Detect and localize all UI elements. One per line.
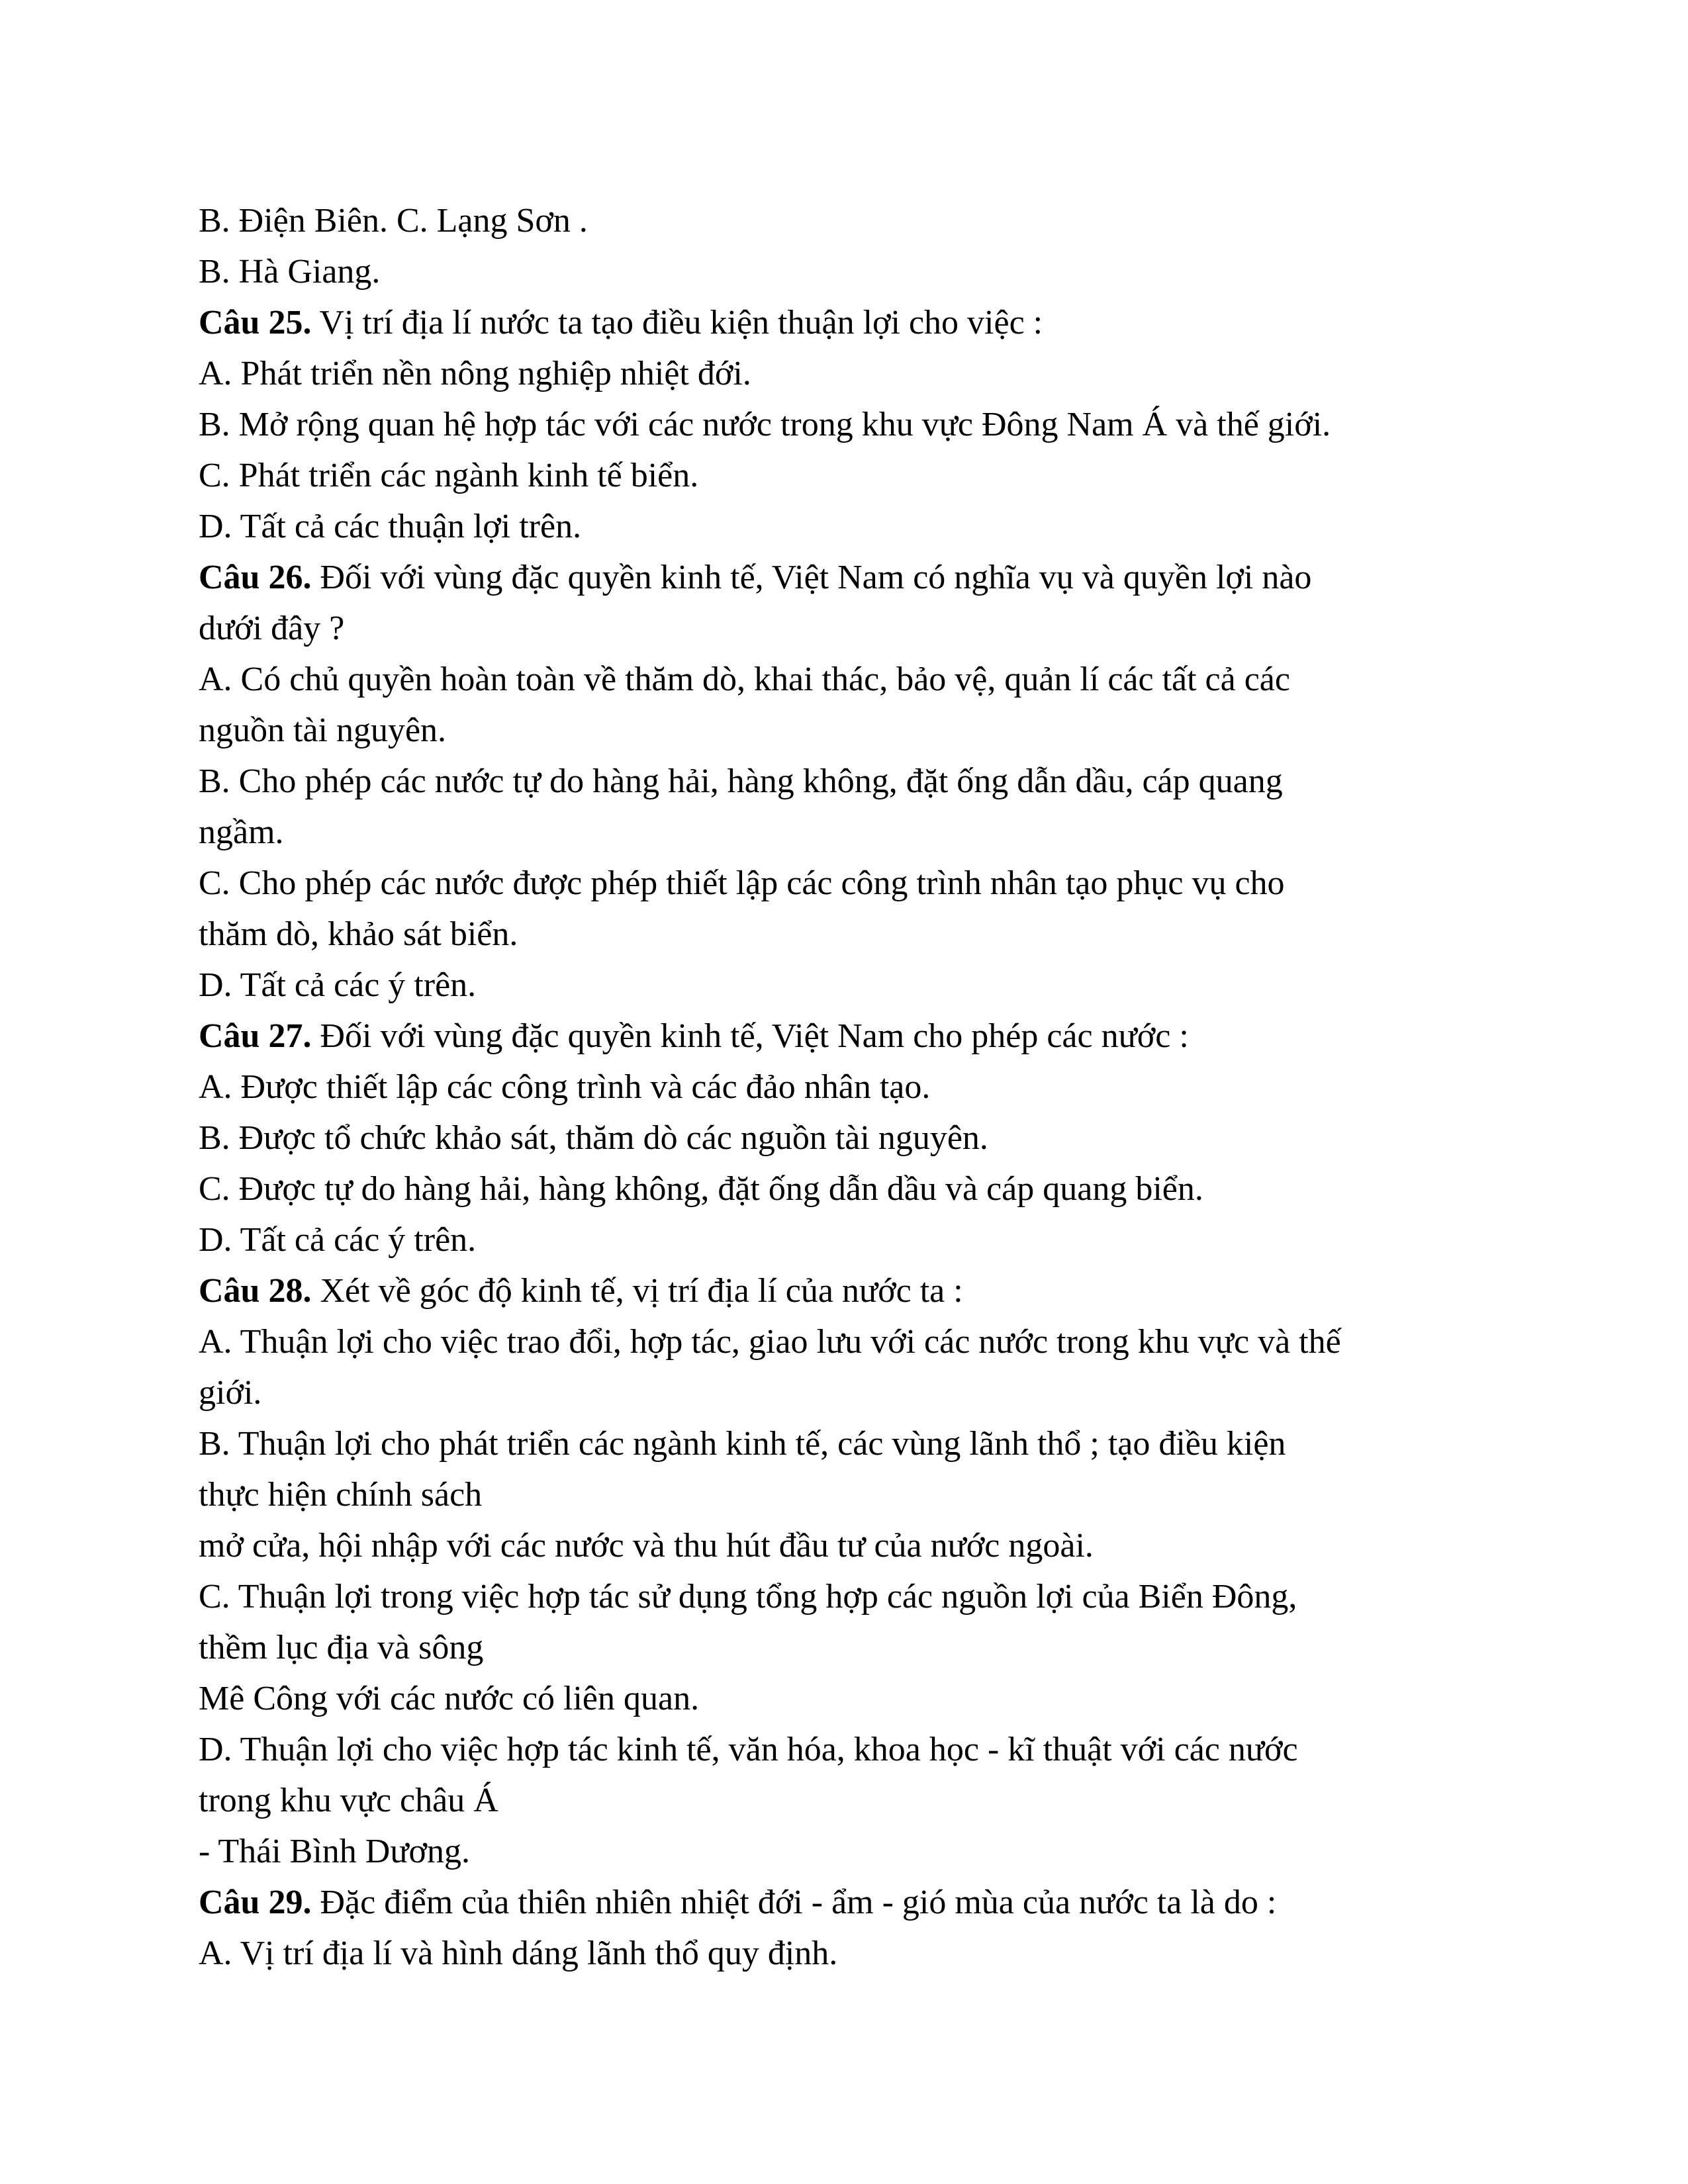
question-text: Xét về góc độ kinh tế, vị trí địa lí của nước ta : <box>311 1272 963 1310</box>
answer-option: C. Được tự do hàng hải, hàng không, đặt ống dẫn dầu và cáp quang biển. <box>199 1170 1203 1208</box>
question-number: Câu 26. <box>199 559 312 596</box>
answer-option: C. Phát triển các ngành kinh tế biển. <box>199 457 699 494</box>
answer-option-continued: thực hiện chính sách <box>199 1476 483 1514</box>
text-line: B. Điện Biên. C. Lạng Sơn . <box>199 202 588 240</box>
question-line <box>199 297 1523 348</box>
answer-option: D. Tất cả các ý trên. <box>199 1221 477 1259</box>
question-number: Câu 29. <box>199 1884 312 1921</box>
answer-option: B. Được tổ chức khảo sát, thăm dò các nguồn tài nguyên. <box>199 1119 988 1157</box>
question-line <box>199 1011 1523 1062</box>
text-line: B. Hà Giang. <box>199 253 381 291</box>
question-text-continued: dưới đây ? <box>199 610 345 647</box>
answer-option-continued: giới. <box>199 1374 262 1412</box>
question-number: Câu 25. <box>199 304 312 341</box>
question-number: Câu 27. <box>199 1017 312 1055</box>
answer-option-continued: trong khu vực châu Á <box>199 1782 498 1819</box>
question-line <box>199 1877 1523 1928</box>
question-number: Câu 28. <box>199 1272 312 1310</box>
answer-option: C. Cho phép các nước được phép thiết lập các công trình nhân tạo phục vụ cho <box>199 864 1285 902</box>
answer-option-continued: thăm dò, khảo sát biển. <box>199 915 518 953</box>
answer-option-continued: ngầm. <box>199 813 284 851</box>
question-line <box>199 552 1523 603</box>
answer-option: C. Thuận lợi trong việc hợp tác sử dụng tổng hợp các nguồn lợi của Biển Đông, <box>199 1578 1297 1615</box>
question-text: Đối với vùng đặc quyền kinh tế, Việt Nam cho phép các nước : <box>311 1017 1189 1055</box>
answer-option-continued: thềm lục địa và sông <box>199 1629 484 1666</box>
answer-option-continued: nguồn tài nguyên. <box>199 711 447 749</box>
answer-option: A. Có chủ quyền hoàn toàn về thăm dò, khai thác, bảo vệ, quản lí các tất cả các <box>199 660 1290 698</box>
question-line <box>199 1265 1523 1316</box>
document-page <box>199 195 1523 1979</box>
answer-option: A. Được thiết lập các công trình và các đảo nhân tạo. <box>199 1068 931 1106</box>
question-text: Vị trí địa lí nước ta tạo điều kiện thuận lợi cho việc : <box>311 304 1043 341</box>
question-text: Đối với vùng đặc quyền kinh tế, Việt Nam có nghĩa vụ và quyền lợi nào <box>311 559 1312 596</box>
answer-option-continued: mở cửa, hội nhập với các nước và thu hút đầu tư của nước ngoài. <box>199 1527 1094 1565</box>
answer-option-continued: Mê Công với các nước có liên quan. <box>199 1680 700 1717</box>
answer-option: D. Tất cả các ý trên. <box>199 966 477 1004</box>
answer-option: A. Thuận lợi cho việc trao đổi, hợp tác, giao lưu với các nước trong khu vực và thế <box>199 1323 1341 1361</box>
answer-option: B. Mở rộng quan hệ hợp tác với các nước trong khu vực Đông Nam Á và thế giới. <box>199 406 1331 443</box>
answer-option: D. Tất cả các thuận lợi trên. <box>199 508 582 545</box>
answer-option: D. Thuận lợi cho việc hợp tác kinh tế, văn hóa, khoa học - kĩ thuật với các nước <box>199 1731 1298 1768</box>
answer-option: B. Cho phép các nước tự do hàng hải, hàng không, đặt ống dẫn dầu, cáp quang <box>199 762 1283 800</box>
answer-option: A. Vị trí địa lí và hình dáng lãnh thổ quy định. <box>199 1934 838 1972</box>
answer-option: B. Thuận lợi cho phát triển các ngành kinh tế, các vùng lãnh thổ ; tạo điều kiện <box>199 1425 1286 1463</box>
answer-option-continued: - Thái Bình Dương. <box>199 1833 471 1870</box>
question-text: Đặc điểm của thiên nhiên nhiệt đới - ẩm - gió mùa của nước ta là do : <box>311 1884 1277 1921</box>
answer-option: A. Phát triển nền nông nghiệp nhiệt đới. <box>199 355 751 392</box>
